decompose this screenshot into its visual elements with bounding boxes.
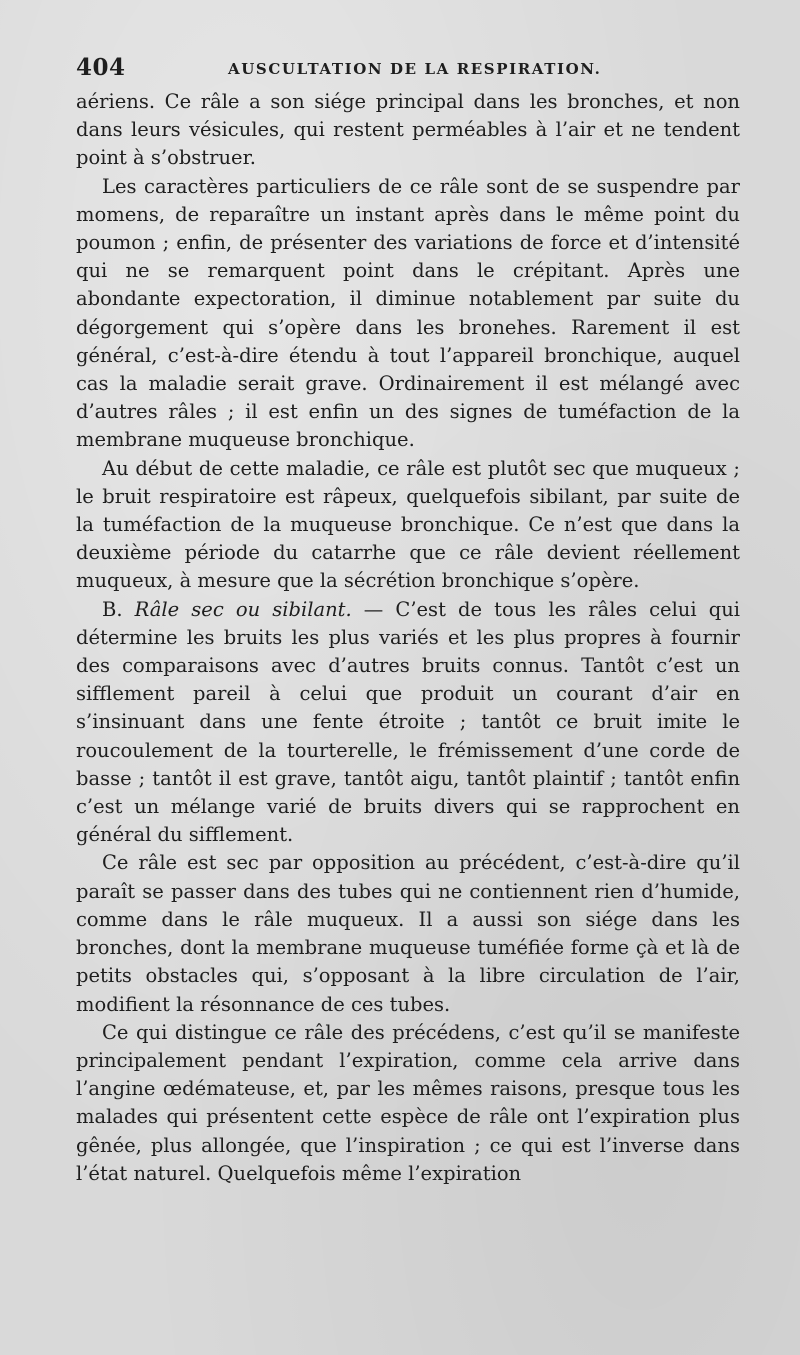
page-header <box>76 50 740 84</box>
paragraph-3-text: Au début de cette maladie, ce râle est plutôt sec que muqueux ; le bruit respiratoire est râpeux, quelquefois sibilant, par suite de la tuméfaction de la muqueuse bronchique. Ce n’est que dans la deuxième période du catarrhe que ce râle devient réellement muqueux, à mesure que la sécrétion bronchique s’opère. <box>76 456 740 593</box>
body-text <box>76 88 740 1188</box>
running-title: AUSCULTATION DE LA RESPIRATION. <box>228 60 602 78</box>
paragraph-4 <box>76 596 740 850</box>
page-number: 404 <box>76 54 126 81</box>
paragraph-4-text: — C’est de tous les râles celui qui détermine les bruits les plus variés et les plus propres à fournir des comparaisons avec d’autres bruits connus. Tantôt c’est un sifflement pareil à celui que produit un courant d’air en s’insinuant dans une fente étroite ; tantôt ce bruit imite le roucoulement de la tourterelle, le frémissement d’une corde de basse ; tantôt il est grave, tantôt aigu, tantôt plaintif ; tantôt enfin c’est un mélange varié de bruits divers qui se rapprochent en général du sifflement. <box>76 597 740 847</box>
paragraph-2 <box>76 173 740 455</box>
paragraph-5 <box>76 849 740 1018</box>
paragraph-5-text: Ce râle est sec par opposition au précédent, c’est-à-dire qu’il paraît se passer dans des tubes qui ne contiennent rien d’humide, comme dans le râle muqueux. Il a aussi son siége dans les bronches, dont la membrane muqueuse tuméfiée forme çà et là de petits obstacles qui, s’opposant à la libre circulation de l’air, modifient la résonnance de ces tubes. <box>76 851 740 1016</box>
paragraph-6-text: Ce qui distingue ce râle des précédens, c’est qu’il se manifeste principalement pendant l’expiration, comme cela arrive dans l’angine œdémateuse, et, par les mêmes raisons, presque tous les malades qui présentent cette espèce de râle ont l’expiration plus gênée, plus allongée, que l’inspiration ; ce qui est l’inverse dans l’état naturel. Quelquefois même l’expiration <box>76 1020 740 1185</box>
paragraph-4-lead: B. <box>102 597 135 621</box>
paragraph-2-text: Les caractères particuliers de ce râle sont de se suspendre par momens, de reparaître un instant après dans le même point du poumon ; enfin, de présenter des variations de force et d’intensité qui ne se remarquent point dans le crépitant. Après une abondante expectoration, il diminue notablement par suite du dégorgement qui s’opère dans les bronehes. Rarement il est général, c’est-à-dire étendu à tout l’appareil bronchique, auquel cas la maladie serait grave. Ordinairement il est mélangé avec d’autres râles ; il est enfin un des signes de tuméfaction de la membrane muqueuse bronchique. <box>76 174 740 452</box>
paragraph-1 <box>76 88 740 173</box>
paragraph-6 <box>76 1019 740 1188</box>
paragraph-3 <box>76 455 740 596</box>
section-heading-rale-sec: Râle sec ou sibilant. <box>134 597 352 621</box>
paragraph-1-text: aériens. Ce râle a son siége principal dans les bronches, et non dans leurs vésicules, qui restent perméables à l’air et ne tendent point à s’obstruer. <box>76 90 740 170</box>
